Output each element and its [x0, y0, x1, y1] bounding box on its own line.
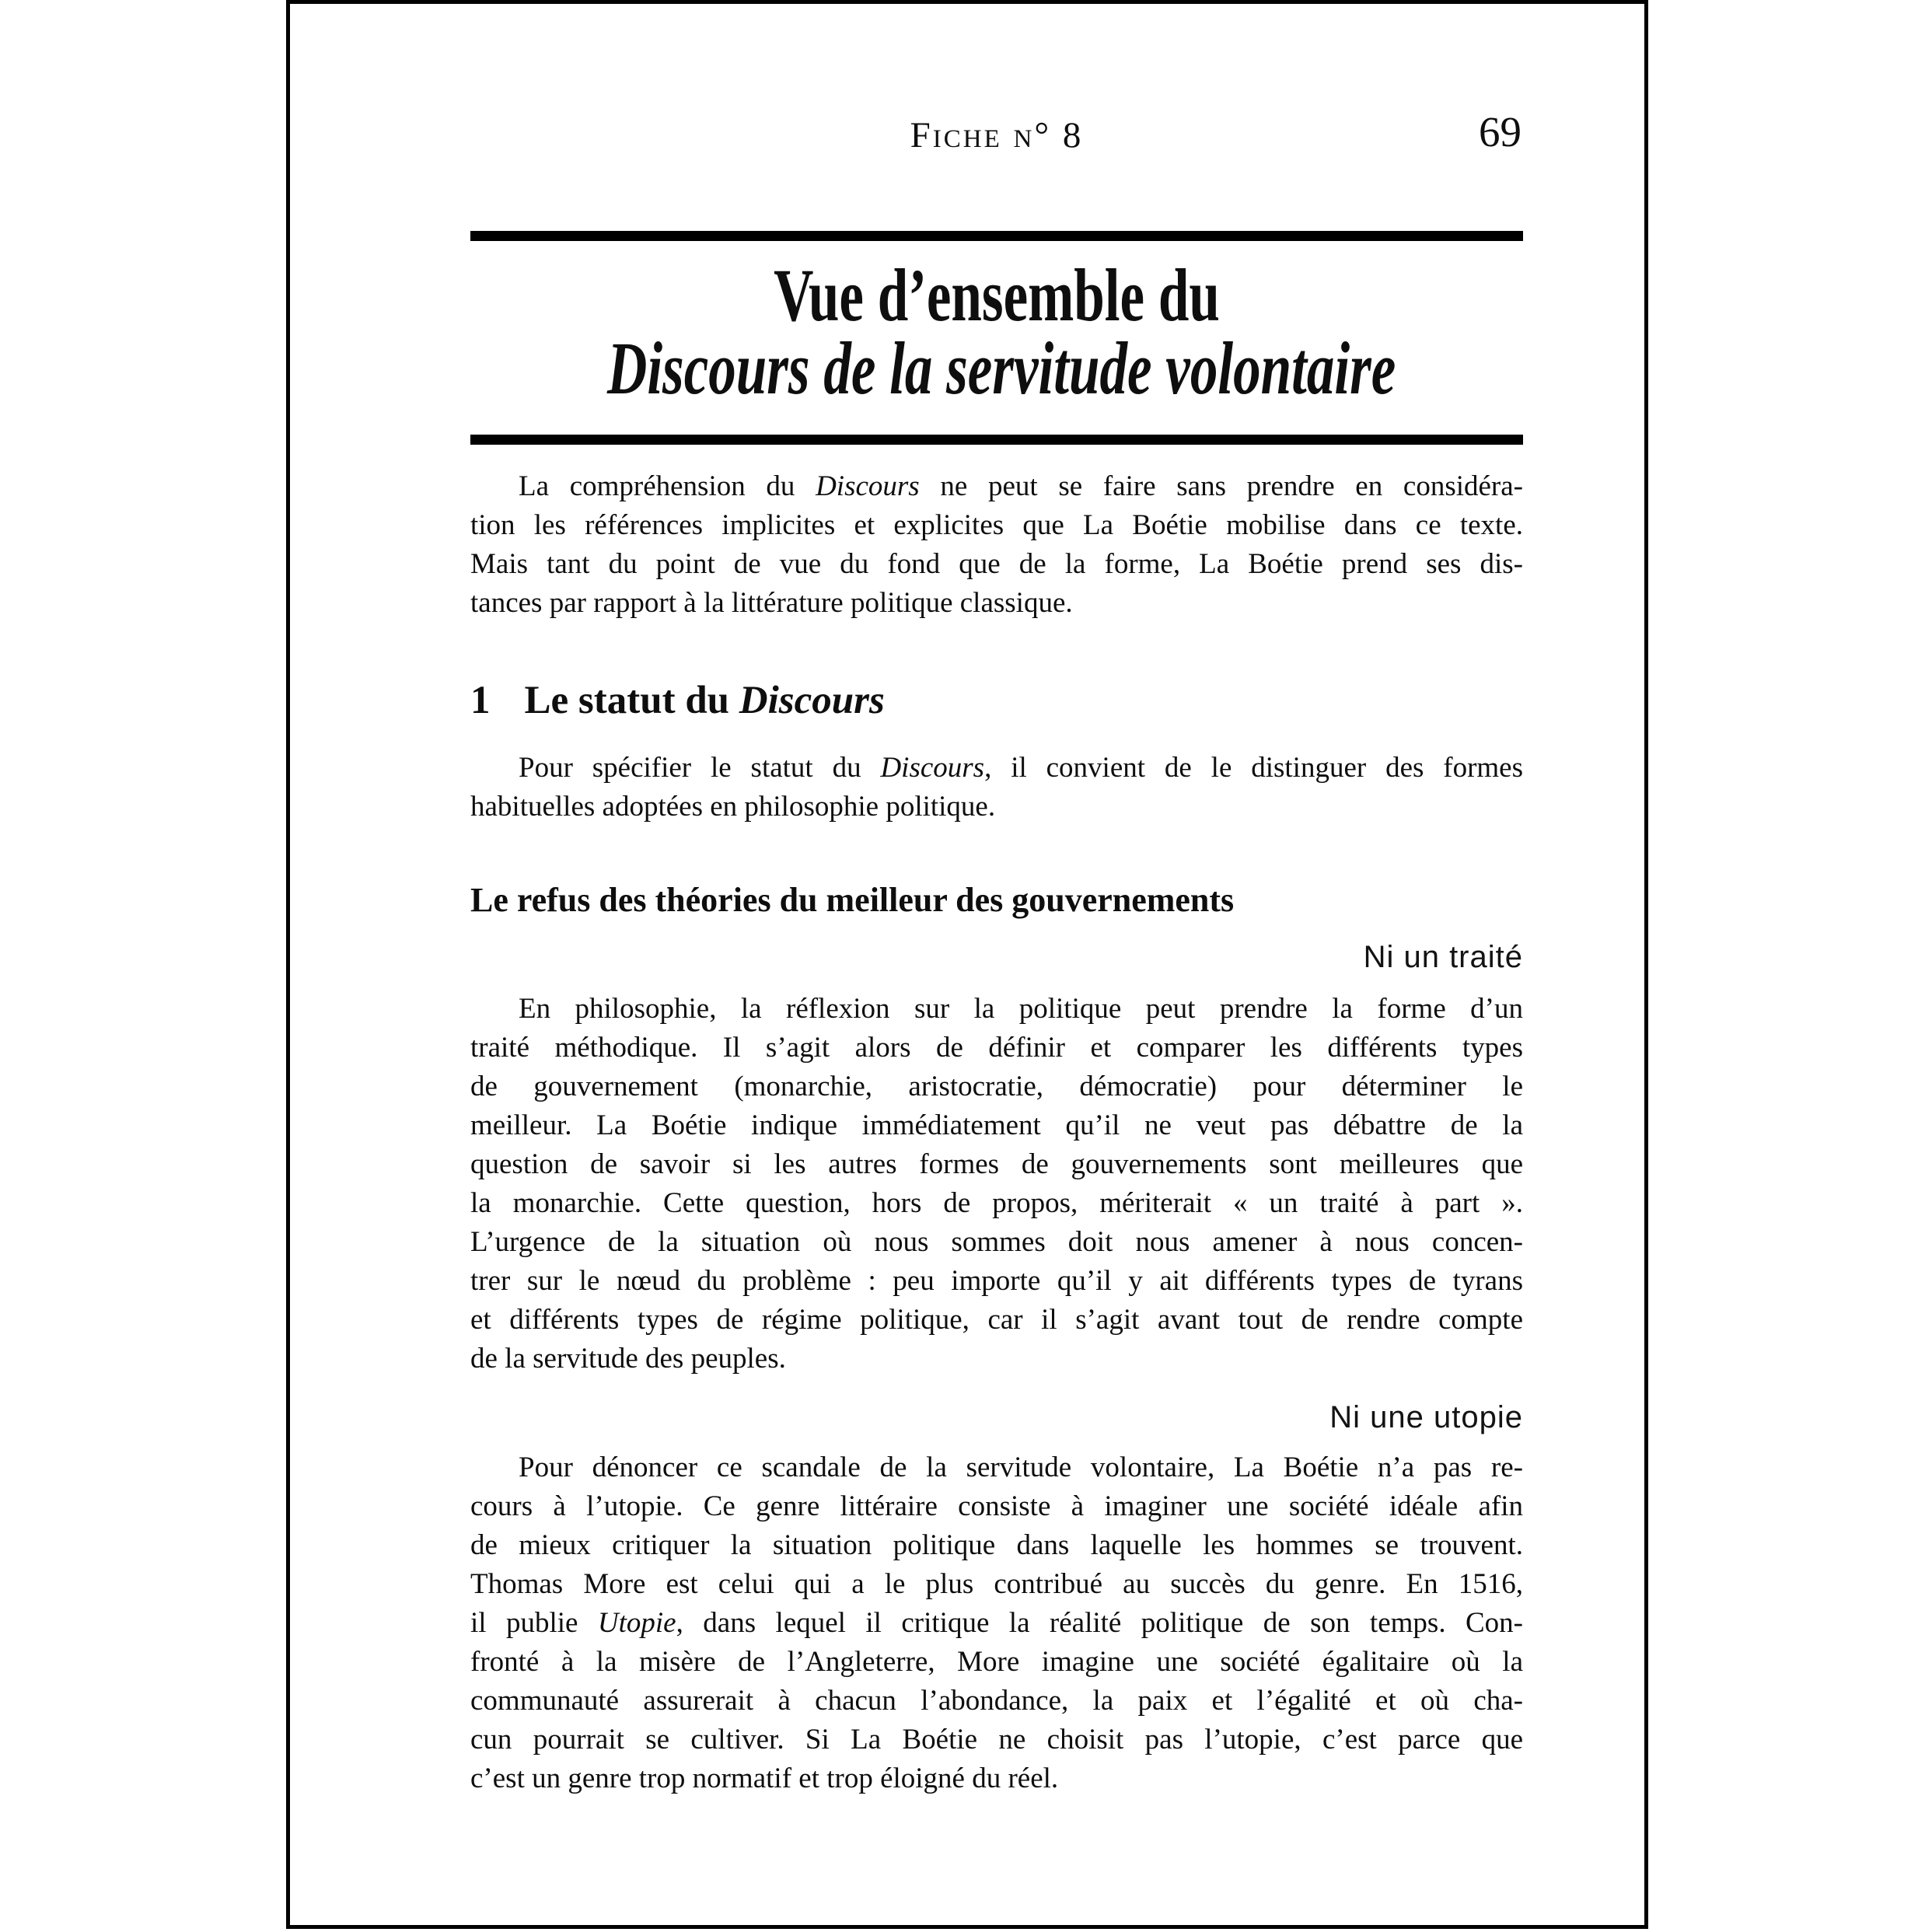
book-page — [286, 0, 1648, 1929]
italic-text-run: Discours — [880, 752, 985, 784]
text-run: ne peut se faire sans prendre en considéra- — [919, 470, 1523, 502]
text-line — [470, 1184, 1523, 1223]
text-run: meilleur. La Boétie indique immédiatement qu’il ne veut pas débattre de la — [470, 1109, 1523, 1141]
text-line — [470, 1526, 1523, 1565]
page-number: 69 — [1479, 108, 1521, 155]
title-rule-bottom — [470, 435, 1523, 445]
running-head: Fiche n° 8 — [910, 115, 1084, 155]
text-line — [470, 1106, 1523, 1145]
text-run: communauté assurerait à chacun l’abondance, la paix et l’égalité et où cha- — [470, 1685, 1523, 1717]
text-line — [470, 1487, 1523, 1526]
margin-label-ni-une-utopie: Ni une utopie — [1329, 1400, 1523, 1434]
text-line — [470, 788, 1523, 826]
text-run: et différents types de régime politique, car il s’agit avant tout de rendre compte — [470, 1304, 1523, 1336]
text-line — [470, 1759, 1523, 1798]
section-1-heading — [470, 677, 1523, 724]
text-run: tances par rapport à la littérature politique classique. — [470, 587, 1073, 619]
text-run: cours à l’utopie. Ce genre littéraire consiste à imaginer une société idéale afin — [470, 1490, 1523, 1522]
text-run: traité méthodique. Il s’agit alors de définir et comparer les différents types — [470, 1032, 1523, 1064]
italic-text-run: Discours — [816, 470, 920, 502]
chapter-title — [607, 253, 1396, 410]
intro-paragraph — [470, 467, 1523, 623]
text-run: c’est un genre trop normatif et trop éloigné du réel. — [470, 1763, 1059, 1794]
paragraph-ni-une-utopie — [470, 1448, 1523, 1798]
chapter-title-line1: Vue d’ensemble du — [774, 253, 1220, 337]
text-run: En philosophie, la réflexion sur la politique peut prendre la forme d’un — [519, 993, 1523, 1025]
text-run: Le statut du — [524, 679, 739, 722]
margin-label-ni-un-traite: Ni un traité — [1363, 940, 1523, 974]
text-line — [470, 1565, 1523, 1604]
text-line — [470, 506, 1523, 545]
italic-text-run: Utopie — [597, 1607, 676, 1639]
text-line — [470, 1721, 1523, 1759]
text-run: de mieux critiquer la situation politique dans laquelle les hommes se trouvent. — [470, 1529, 1523, 1561]
text-run: de la servitude des peuples. — [470, 1343, 786, 1375]
paragraph-ni-un-traite — [470, 990, 1523, 1378]
text-line — [470, 1262, 1523, 1301]
text-run: La compréhension du — [519, 470, 816, 502]
section-1-paragraph — [470, 749, 1523, 826]
text-line — [470, 545, 1523, 584]
text-line — [470, 1067, 1523, 1106]
text-line — [470, 1448, 1523, 1487]
italic-text-run: Discours — [739, 679, 885, 722]
text-run: de gouvernement (monarchie, aristocratie, démocratie) pour déterminer le — [470, 1071, 1523, 1102]
text-line — [470, 1145, 1523, 1184]
text-line — [470, 990, 1523, 1029]
text-run: trer sur le nœud du problème : peu importe qu’il y ait différents types de tyrans — [470, 1265, 1523, 1297]
text-line — [470, 1301, 1523, 1340]
text-line — [470, 1682, 1523, 1721]
text-run: fronté à la misère de l’Angleterre, More imagine une société égalitaire où la — [470, 1646, 1523, 1678]
text-line — [470, 1029, 1523, 1067]
text-run: , dans lequel il critique la réalité politique de son temps. Con- — [676, 1607, 1523, 1639]
text-line — [470, 584, 1523, 623]
subheading-refus-theories: Le refus des théories du meilleur des gouvernements — [470, 881, 1235, 919]
text-run: , il convient de le distinguer des formes — [984, 752, 1523, 784]
section-number: 1 — [470, 679, 491, 722]
text-line — [470, 1643, 1523, 1682]
text-run: Mais tant du point de vue du fond que de la forme, La Boétie prend ses dis- — [470, 548, 1523, 580]
page-header — [470, 108, 1523, 155]
text-run: cun pourrait se cultiver. Si La Boétie ne choisit pas l’utopie, c’est parce que — [470, 1724, 1523, 1756]
text-run: la monarchie. Cette question, hors de propos, mériterait « un traité à part ». — [470, 1187, 1523, 1219]
text-run: il publie — [470, 1607, 598, 1639]
text-run: question de savoir si les autres formes de gouvernements sont meilleures que — [470, 1148, 1523, 1180]
text-run: tion les références implicites et explicites que La Boétie mobilise dans ce texte. — [470, 509, 1523, 541]
text-run: L’urgence de la situation où nous sommes doit nous amener à nous concen- — [470, 1226, 1523, 1258]
text-line — [470, 467, 1523, 506]
text-line — [470, 1223, 1523, 1262]
title-rule-top — [470, 231, 1523, 241]
section-heading-text — [525, 679, 885, 722]
text-line — [470, 749, 1523, 788]
text-run: Pour dénoncer ce scandale de la servitude volontaire, La Boétie n’a pas re- — [519, 1452, 1523, 1483]
text-run: Thomas More est celui qui a le plus contribué au succès du genre. En 1516, — [470, 1568, 1523, 1600]
text-run: habituelles adoptées en philosophie politique. — [470, 791, 996, 823]
text-line — [470, 1340, 1523, 1378]
text-line — [470, 1604, 1523, 1643]
text-run: Pour spécifier le statut du — [519, 752, 881, 784]
chapter-title-line2: Discours de la servitude volontaire — [607, 327, 1396, 410]
